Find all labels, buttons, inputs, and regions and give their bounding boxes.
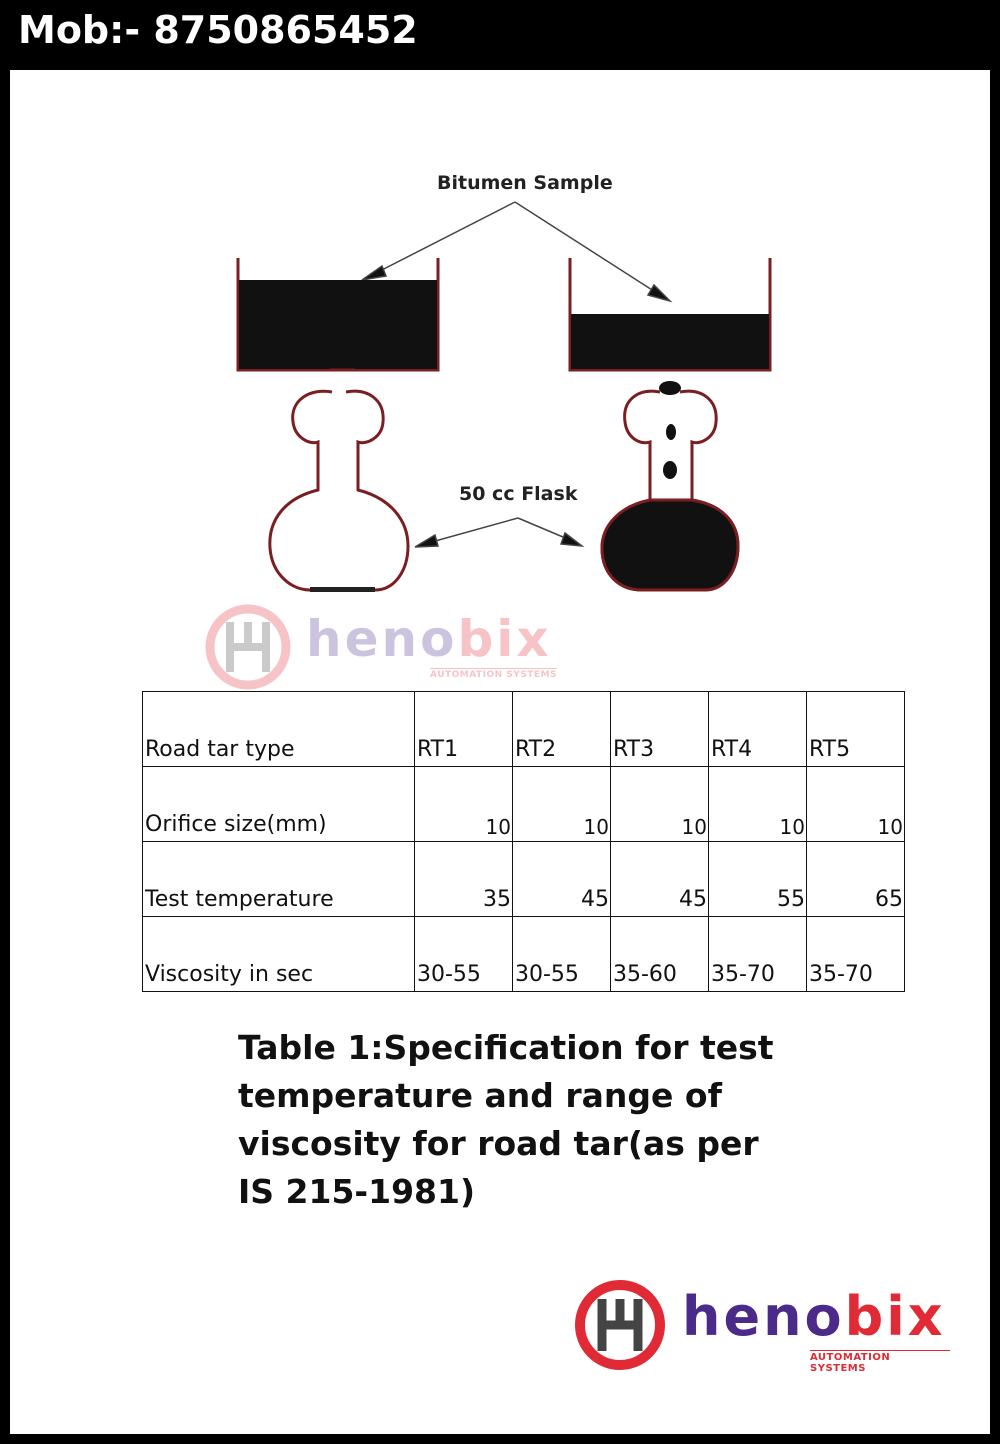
right-flask <box>602 381 738 590</box>
watermark-sub: AUTOMATION SYSTEMS <box>430 670 558 680</box>
value-cell: 10 <box>415 767 513 842</box>
spec-table <box>142 691 905 992</box>
watermark-logo <box>200 602 600 692</box>
bitumen-sample-label: Bitumen Sample <box>437 172 613 194</box>
left-flask <box>270 370 408 590</box>
value-cell: 10 <box>513 767 611 842</box>
value-cell: 10 <box>611 767 709 842</box>
left-flask-base <box>310 587 375 592</box>
value-cell: 35 <box>415 842 513 917</box>
logo-text <box>682 1285 946 1348</box>
value-cell: 65 <box>807 842 905 917</box>
row-label-cell: Orifice size(mm) <box>143 767 415 842</box>
header-label-cell: Road tar type <box>143 692 415 767</box>
viscometer-diagram <box>10 70 990 610</box>
mobile-number: Mob:- 8750865452 <box>18 8 418 52</box>
flask-arrows <box>415 518 582 547</box>
watermark-text-a: heno <box>306 610 458 668</box>
henobix-mark-icon <box>200 602 300 692</box>
row-label-cell: Viscosity in sec <box>143 917 415 992</box>
document-sheet <box>10 70 990 1434</box>
header-col-cell: RT4 <box>709 692 807 767</box>
table-header-row <box>143 692 905 767</box>
value-cell: 45 <box>513 842 611 917</box>
value-cell: 35-70 <box>709 917 807 992</box>
header-col-cell: RT3 <box>611 692 709 767</box>
logo-text-b: bix <box>844 1285 946 1348</box>
henobix-mark-icon <box>570 1275 670 1375</box>
value-cell: 30-55 <box>513 917 611 992</box>
flask-label: 50 cc Flask <box>459 483 578 505</box>
watermark-text <box>306 610 552 668</box>
header-col-cell: RT5 <box>807 692 905 767</box>
left-cup <box>238 258 438 370</box>
table-row <box>143 767 905 842</box>
logo-text-a: heno <box>682 1285 845 1348</box>
value-cell: 10 <box>709 767 807 842</box>
value-cell: 35-60 <box>611 917 709 992</box>
value-cell: 55 <box>709 842 807 917</box>
table-caption: Table 1:Specification for test temperature and range of viscosity for road tar(as per IS 215-1981) <box>238 1028 774 1211</box>
logo-sub: AUTOMATION SYSTEMS <box>810 1350 950 1374</box>
table-row <box>143 917 905 992</box>
value-cell: 10 <box>807 767 905 842</box>
header-bar <box>0 0 1000 66</box>
value-cell: 35-70 <box>807 917 905 992</box>
table-row <box>143 842 905 917</box>
henobix-logo <box>570 1275 950 1375</box>
watermark-text-b: bix <box>457 610 552 668</box>
header-col-cell: RT2 <box>513 692 611 767</box>
value-cell: 30-55 <box>415 917 513 992</box>
value-cell: 45 <box>611 842 709 917</box>
header-col-cell: RT1 <box>415 692 513 767</box>
row-label-cell: Test temperature <box>143 842 415 917</box>
right-cup <box>570 258 770 370</box>
